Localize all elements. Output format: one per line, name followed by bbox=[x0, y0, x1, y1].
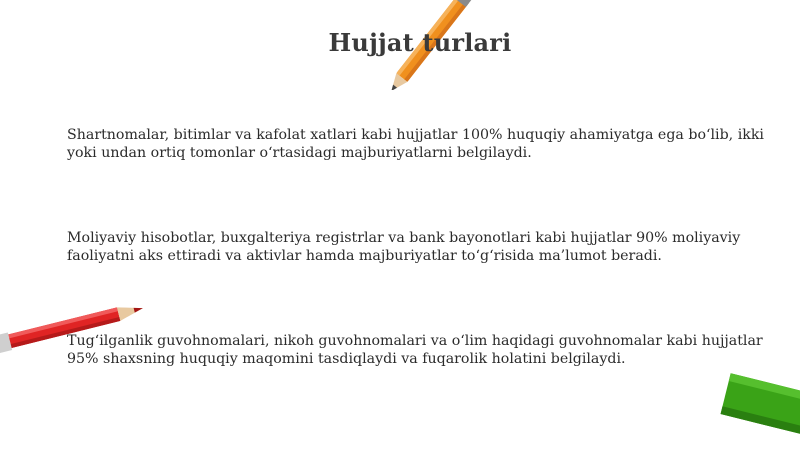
paragraph-civil-records: Tug‘ilganlik guvohnomalari, nikoh guvohnomalari va o‘lim haqidagi guvohnomalar kabi hujjatlar 95% shaxsning huquqiy maqomini tasdiqlaydi va fuqarolik holatini belgilaydi. bbox=[67, 333, 763, 367]
slide-title: Hujjat turlari bbox=[328, 28, 512, 57]
green-marker-icon bbox=[718, 368, 800, 443]
paragraph-financial: Moliyaviy hisobotlar, buxgalteriya registrlar va bank bayonotlari kabi hujjatlar 90% moliyaviy faoliyatni aks ettiradi va aktivlar hamda majburiyatlar to‘g‘risida ma’lumot beradi. bbox=[67, 230, 741, 264]
paragraph-contracts: Shartnomalar, bitimlar va kafolat xatlari kabi hujjatlar 100% huquqiy ahamiyatga ega bo‘lib, ikki yoki undan ortiq tomonlar o‘rtasidagi majburiyatlarni belgilaydi. bbox=[67, 127, 764, 161]
